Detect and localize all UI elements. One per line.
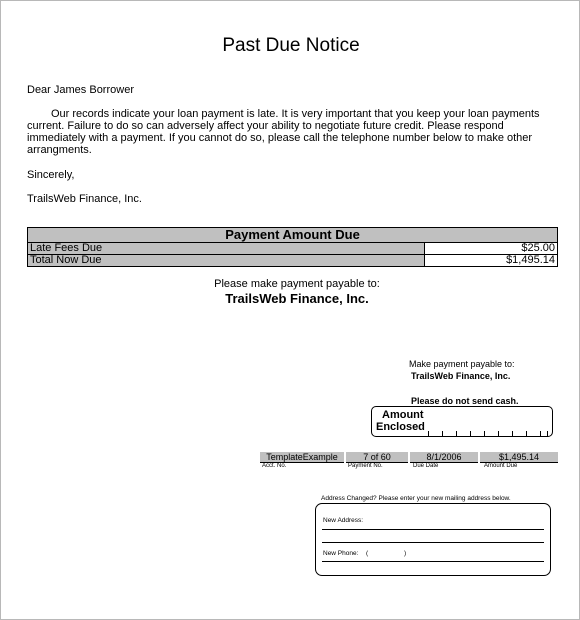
due-date-value: 8/1/2006: [410, 452, 478, 463]
payable-lead: Please make payment payable to:: [214, 278, 380, 290]
new-address-label: New Address:: [323, 517, 364, 524]
address-change-box: [315, 503, 551, 576]
no-cash-notice: Please do not send cash.: [411, 396, 519, 406]
table-header: Payment Amount Due: [28, 228, 558, 243]
amount-digit-ticks: [428, 431, 548, 437]
page-title: Past Due Notice: [222, 35, 360, 56]
letter-body: Our records indicate your loan payment is late. It is very important that you keep your loan payments current. Failure to do so can adversely affect your ability to negotiate future credit. Please respond immediately with a payment. If you cannot do so, please call the telephone number below to make other arrangments.: [27, 108, 540, 156]
new-address-line-2[interactable]: [322, 542, 544, 543]
amount-label: Amount: [382, 409, 424, 421]
table-row: [28, 243, 558, 255]
enclosed-label: Enclosed: [376, 421, 425, 433]
payment-amount-table: [27, 227, 558, 267]
stub-payable-name: TrailsWeb Finance, Inc.: [411, 371, 511, 381]
new-phone-line[interactable]: [322, 561, 544, 562]
amount-enclosed-field[interactable]: [371, 406, 553, 437]
salutation: Dear James Borrower: [27, 84, 134, 96]
new-phone-label: New Phone:: [323, 550, 359, 557]
acct-no-value: TemplateExample: [260, 452, 344, 463]
amount-due-label: Amount Due: [484, 463, 518, 469]
new-address-line-1[interactable]: [322, 529, 544, 530]
acct-no-label: Acct. No.: [262, 463, 287, 469]
payment-no-value: 7 of 60: [346, 452, 408, 463]
payment-no-label: Payment No.: [348, 463, 383, 469]
total-due-amount: $1,495.14: [425, 255, 558, 267]
late-fees-amount: $25.00: [425, 243, 558, 255]
address-change-lead: Address Changed? Please enter your new mailing address below.: [321, 495, 511, 502]
stub-payable-lead: Make payment payable to:: [409, 359, 515, 369]
total-due-label: Total Now Due: [28, 255, 425, 267]
account-info-row: [260, 452, 560, 463]
amount-due-value: $1,495.14: [480, 452, 558, 463]
phone-open-paren: (: [366, 550, 369, 557]
payable-name: TrailsWeb Finance, Inc.: [225, 291, 369, 306]
table-row: [28, 255, 558, 267]
phone-close-paren: ): [404, 550, 407, 557]
late-fees-label: Late Fees Due: [28, 243, 425, 255]
closing: Sincerely,: [27, 169, 75, 181]
signature-company: TrailsWeb Finance, Inc.: [27, 193, 142, 205]
due-date-label: Due Date: [413, 463, 439, 469]
